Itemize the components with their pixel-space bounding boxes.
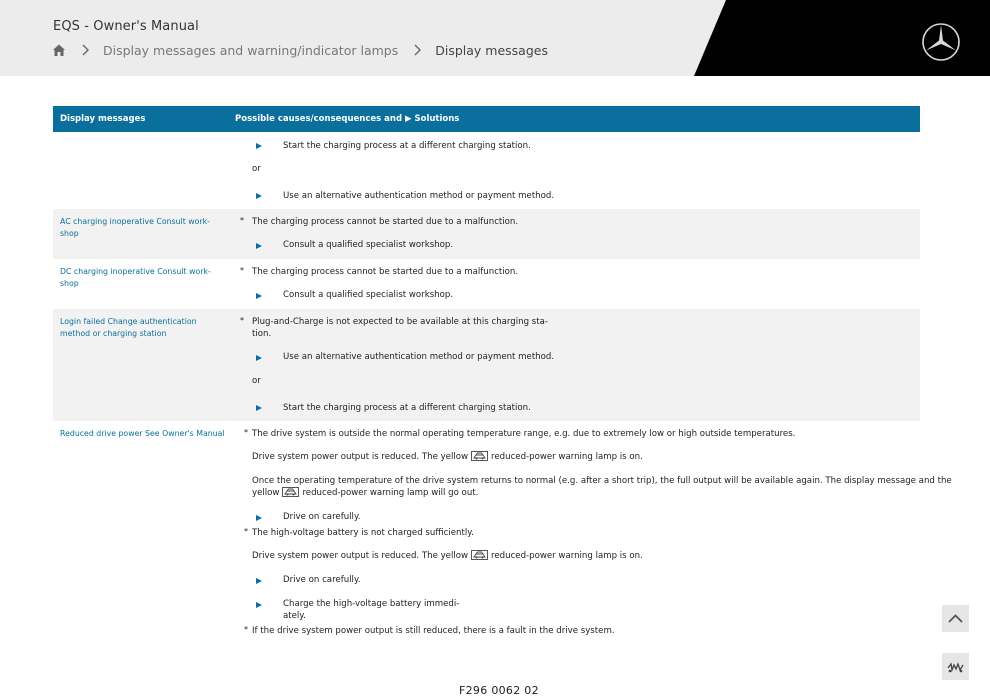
column-header-display-messages: Display messages <box>60 114 146 124</box>
chevron-right-icon <box>78 43 92 57</box>
solution-text: Drive on carefully. <box>283 575 361 585</box>
message-line: AC charging inoperative Consult work- <box>60 217 210 226</box>
play-arrow-icon <box>256 143 262 149</box>
cause-text: Plug-and-Charge is not expected to be available at this charging sta- <box>252 317 548 327</box>
solution-text: Drive on carefully. <box>283 512 361 522</box>
play-arrow-icon <box>256 578 262 584</box>
home-icon[interactable] <box>52 43 66 57</box>
bullet: * <box>244 625 248 634</box>
reduced-power-lamp-icon <box>471 451 488 461</box>
table-row <box>53 309 920 421</box>
table-row <box>53 259 920 309</box>
message-line: Login failed Change authentication <box>60 317 197 326</box>
info-text <box>252 451 643 463</box>
cause-text: If the drive system power output is still reduced, there is a fault in the drive system. <box>252 626 615 636</box>
table-header <box>53 106 920 132</box>
solution-text: Start the charging process at a different charging station. <box>283 403 531 413</box>
solution-text: Consult a qualified specialist workshop. <box>283 240 454 250</box>
app-title: EQS - Owner's Manual <box>53 19 199 34</box>
solution-text: Consult a qualified specialist workshop. <box>283 290 454 300</box>
display-message-link[interactable] <box>60 266 220 289</box>
bullet: * <box>240 266 244 275</box>
bullet: * <box>244 527 248 536</box>
info-text <box>252 550 643 562</box>
or-text: or <box>252 376 261 386</box>
or-text: or <box>252 164 261 174</box>
breadcrumb-current: Display messages <box>435 42 548 58</box>
chevron-right-icon <box>410 43 424 57</box>
info-text-part: Drive system power output is reduced. The yellow <box>252 551 469 561</box>
solution-text: ately. <box>283 611 306 621</box>
info-text-part: reduced-power warning lamp is on. <box>491 452 643 462</box>
table-row <box>53 421 952 646</box>
play-arrow-icon <box>256 193 262 199</box>
table-row <box>53 132 920 209</box>
cause-text: The drive system is outside the normal operating temperature range, e.g. due to extremely low or high outside temperatures. <box>252 429 796 439</box>
help-icon <box>942 653 969 680</box>
breadcrumb <box>52 41 548 59</box>
scroll-to-top-button[interactable] <box>942 605 969 632</box>
play-arrow-icon <box>256 243 262 249</box>
info-text-part: reduced-power warning lamp will go out. <box>302 488 479 498</box>
column-header-causes-solutions: Possible causes/consequences and ▶ Solutions <box>235 114 460 124</box>
cause-text: tion. <box>252 329 272 339</box>
cause-text: The charging process cannot be started due to a malfunction. <box>252 217 519 227</box>
solution-text: Use an alternative authentication method or payment method. <box>283 352 555 362</box>
solution-text: Use an alternative authentication method or payment method. <box>283 191 555 201</box>
cause-text: The high-voltage battery is not charged sufficiently. <box>252 528 474 538</box>
bullet: * <box>240 216 244 225</box>
message-line: DC charging inoperative Consult work- <box>60 267 211 276</box>
reduced-power-lamp-icon <box>471 550 488 560</box>
solution-text: Charge the high-voltage battery immedi- <box>283 599 460 609</box>
info-text-part: yellow <box>252 488 280 498</box>
display-message-link[interactable] <box>60 316 220 339</box>
help-button[interactable] <box>942 653 969 680</box>
mercedes-star-icon[interactable] <box>921 22 961 62</box>
play-arrow-icon <box>256 515 262 521</box>
info-text-part: Drive system power output is reduced. The yellow <box>252 452 469 462</box>
figure-code: F296 0062 02 <box>459 684 539 697</box>
cause-text: The charging process cannot be started due to a malfunction. <box>252 267 519 277</box>
info-text: Once the operating temperature of the drive system returns to normal (e.g. after a short trip), the full output will be available again. The display message and the <box>252 476 952 486</box>
play-arrow-icon <box>256 355 262 361</box>
bullet: * <box>244 428 248 437</box>
table-row <box>53 209 920 259</box>
message-line: shop <box>60 228 79 238</box>
play-arrow-icon <box>256 405 262 411</box>
display-message-link[interactable] <box>60 216 220 239</box>
bullet: * <box>240 316 244 325</box>
display-message-link[interactable]: Reduced drive power See Owner's Manual <box>60 429 225 438</box>
breadcrumb-link-display-messages-and-lamps[interactable]: Display messages and warning/indicator lamps <box>103 42 399 58</box>
info-text-part: reduced-power warning lamp is on. <box>491 551 643 561</box>
message-line: shop <box>60 278 79 288</box>
play-arrow-icon <box>256 602 262 608</box>
info-text <box>252 487 478 499</box>
reduced-power-lamp-icon <box>282 487 299 497</box>
play-arrow-icon <box>256 293 262 299</box>
solution-text: Start the charging process at a different charging station. <box>283 141 531 151</box>
chevron-up-icon <box>942 605 969 632</box>
message-line: method or charging station <box>60 328 167 338</box>
